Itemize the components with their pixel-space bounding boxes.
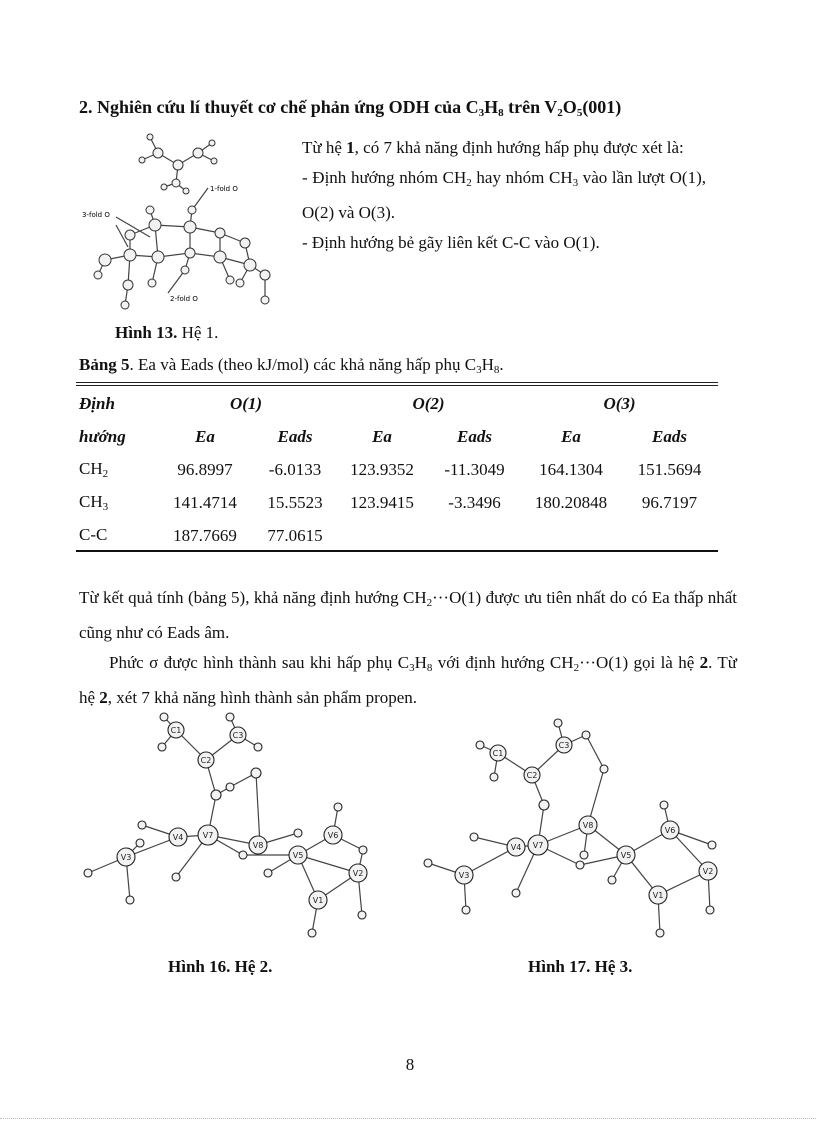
figure-16-caption: Hình 16. Hệ 2. (168, 957, 273, 976)
atom-label: V6 (327, 831, 339, 840)
table-row: $CH_3$ 141.4714 15.5523 123.9415 -3.3496 180.20848 96.7197 (79, 492, 698, 513)
footer-rule (0, 1118, 816, 1119)
figure-13-caption: Hình 13. Hệ 1. (115, 323, 219, 342)
atom-label: V8 (582, 821, 594, 830)
atom-label: V3 (458, 871, 470, 880)
atom-label: V2 (352, 869, 364, 878)
page-number: 8 (405, 1055, 415, 1074)
figure-17-molecule (420, 705, 740, 945)
table-row: C-C 187.7669 77.0615 (79, 525, 323, 545)
atom-label: C1 (492, 749, 504, 758)
table-top-rule-2 (76, 385, 718, 386)
table-row: $CH_2$ 96.8997 -6.0133 123.9352 -11.3049 164.1304 151.5694 (79, 459, 702, 480)
atom-label: V1 (312, 896, 324, 905)
figure-13-molecule (80, 125, 290, 325)
table-header-row-1: Định O(1) O(2) O(3) (79, 393, 636, 413)
atom-label: C3 (232, 731, 244, 740)
label-2fold: 2-fold O (170, 295, 198, 303)
table-header-row-2: hướng Ea Eads Ea Eads Ea Eads (79, 426, 687, 446)
atom-label: V7 (532, 841, 544, 850)
atom-label: V5 (292, 851, 304, 860)
table-bottom-rule (76, 550, 718, 552)
atom-label: V4 (172, 833, 184, 842)
atom-label: V1 (652, 891, 664, 900)
atom-label: V7 (202, 831, 214, 840)
label-1fold: 1-fold O (210, 185, 238, 193)
paragraph-conclusion: Từ kết quả tính (bảng 5), khả năng định hướng $CH_2\cdot\cdot\cdot O(1)$ được ưu tiên nhất do có Ea thấp nhất cũng như có Eads âm. (79, 588, 737, 642)
atom-label: C1 (170, 726, 182, 735)
paragraph-sigma-complex: Phức σ được hình thành sau khi hấp phụ $C_3H_8$ với định hướng $CH_2\cdot\cdot\cdot O(1)$ gọi là hệ 2. Từ hệ 2, xét 7 khả năng hình thành sản phẩm propen. (79, 653, 738, 707)
atom-label: V2 (702, 867, 714, 876)
atom-label: V4 (510, 843, 522, 852)
atom-label: V3 (120, 853, 132, 862)
table-top-rule (76, 382, 718, 383)
atom-label: V8 (252, 841, 264, 850)
figure-16-molecule (78, 705, 398, 945)
figure-17-caption: Hình 17. Hệ 3. (528, 957, 633, 976)
label-3fold: 3-fold O (82, 211, 110, 219)
adsorption-orientation-text: Từ hệ 1, có 7 khả năng định hướng hấp phụ được xét là: - Định hướng nhóm $CH_2$ hay nhóm $CH_3$ vào lần lượt O(1), O(2) và O(3). - Định hướng bẻ gãy liên kết C-C vào O(1). (302, 138, 706, 252)
atom-label: C2 (526, 771, 538, 780)
section-heading: 2. Nghiên cứu lí thuyết cơ chế phản ứng ODH của $C_3H_8$ trên $V_2O_5(001)$ (79, 97, 622, 119)
energy-table (76, 387, 718, 552)
table-5-caption: Bảng 5. Ea và Eads (theo kJ/mol) các khả năng hấp phụ $C_3H_8$. (79, 355, 504, 376)
atom-label: C2 (200, 756, 212, 765)
atom-label: V6 (664, 826, 676, 835)
atom-label: V5 (620, 851, 632, 860)
atom-label: C3 (558, 741, 570, 750)
